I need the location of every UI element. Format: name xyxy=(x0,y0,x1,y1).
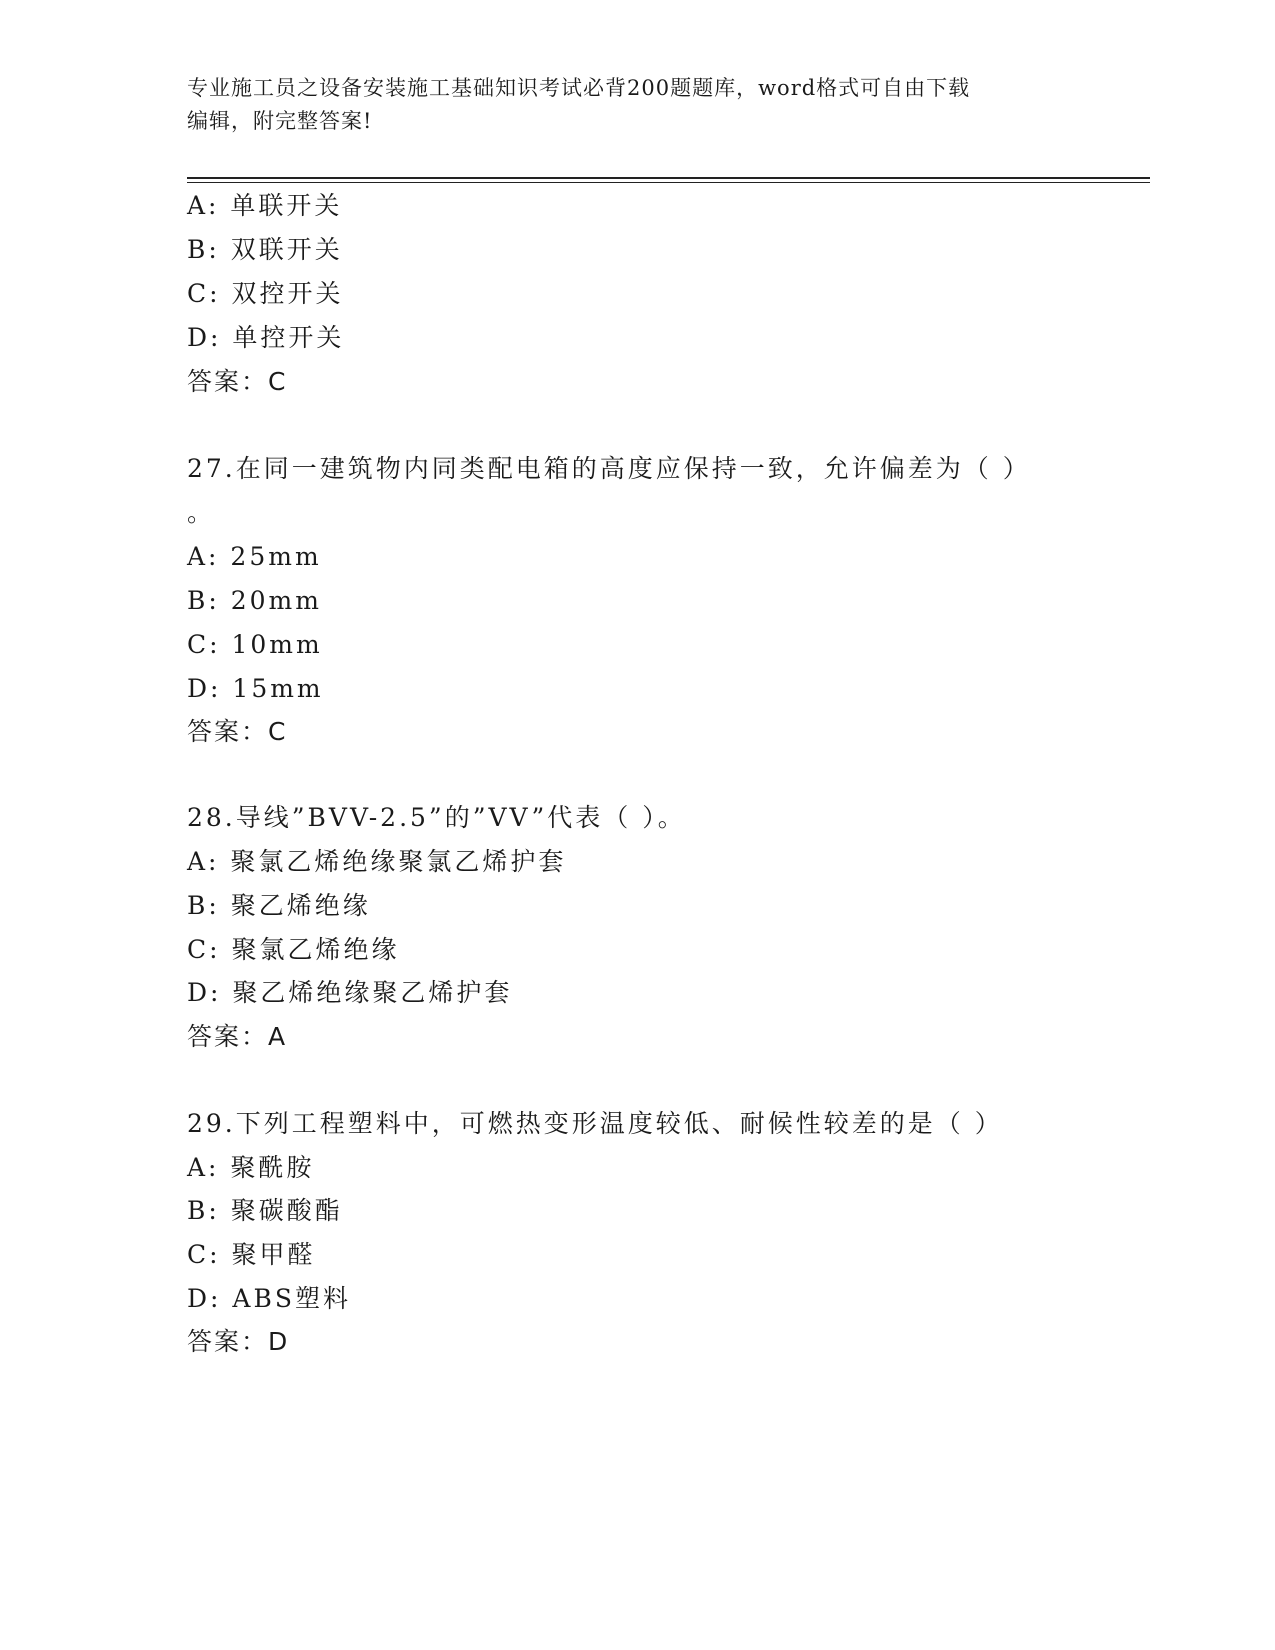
q29-question: 29.下列工程塑料中，可燃热变形温度较低、耐候性较差的是（ ） xyxy=(187,1109,1003,1138)
header-divider-thick xyxy=(187,177,1150,179)
q28-option-a: A: 聚氯乙烯绝缘聚氯乙烯护套 xyxy=(187,847,567,876)
q29-option-b: B: 聚碳酸酯 xyxy=(187,1196,343,1225)
q27-option-a: A: 25mm xyxy=(187,542,322,571)
q28-option-d: D: 聚乙烯绝缘聚乙烯护套 xyxy=(187,978,513,1007)
q26-option-c: C: 双控开关 xyxy=(187,279,344,308)
q26-option-a: A: 单联开关 xyxy=(187,191,343,220)
q29-answer: 答案：D xyxy=(187,1327,290,1356)
q27-option-b: B: 20mm xyxy=(187,586,322,615)
q27-question: 27.在同一建筑物内同类配电箱的高度应保持一致，允许偏差为（ ） xyxy=(187,454,1031,483)
q28-question: 28.导线”BVV-2.5”的”VV”代表（ ）。 xyxy=(187,803,686,832)
q27-option-d: D: 15mm xyxy=(187,674,324,703)
q27-question-continuation: 。 xyxy=(187,498,213,527)
q28-option-b: B: 聚乙烯绝缘 xyxy=(187,891,371,920)
q28-answer: 答案：A xyxy=(187,1022,288,1051)
document-header xyxy=(187,72,1067,138)
q26-answer: 答案：C xyxy=(187,367,288,396)
q27-answer: 答案：C xyxy=(187,717,288,746)
header-title-line1: 专业施工员之设备安装施工基础知识考试必背200题题库，word格式可自由下载 xyxy=(187,76,971,100)
q29-option-c: C: 聚甲醛 xyxy=(187,1240,316,1269)
q26-option-d: D: 单控开关 xyxy=(187,323,345,352)
header-title-line2: 编辑，附完整答案! xyxy=(187,109,373,133)
q29-option-d: D: ABS塑料 xyxy=(187,1284,351,1313)
header-divider-thin xyxy=(187,182,1150,183)
q27-option-c: C: 10mm xyxy=(187,630,323,659)
q29-option-a: A: 聚酰胺 xyxy=(187,1153,315,1182)
q26-option-b: B: 双联开关 xyxy=(187,235,343,264)
q28-option-c: C: 聚氯乙烯绝缘 xyxy=(187,935,400,964)
